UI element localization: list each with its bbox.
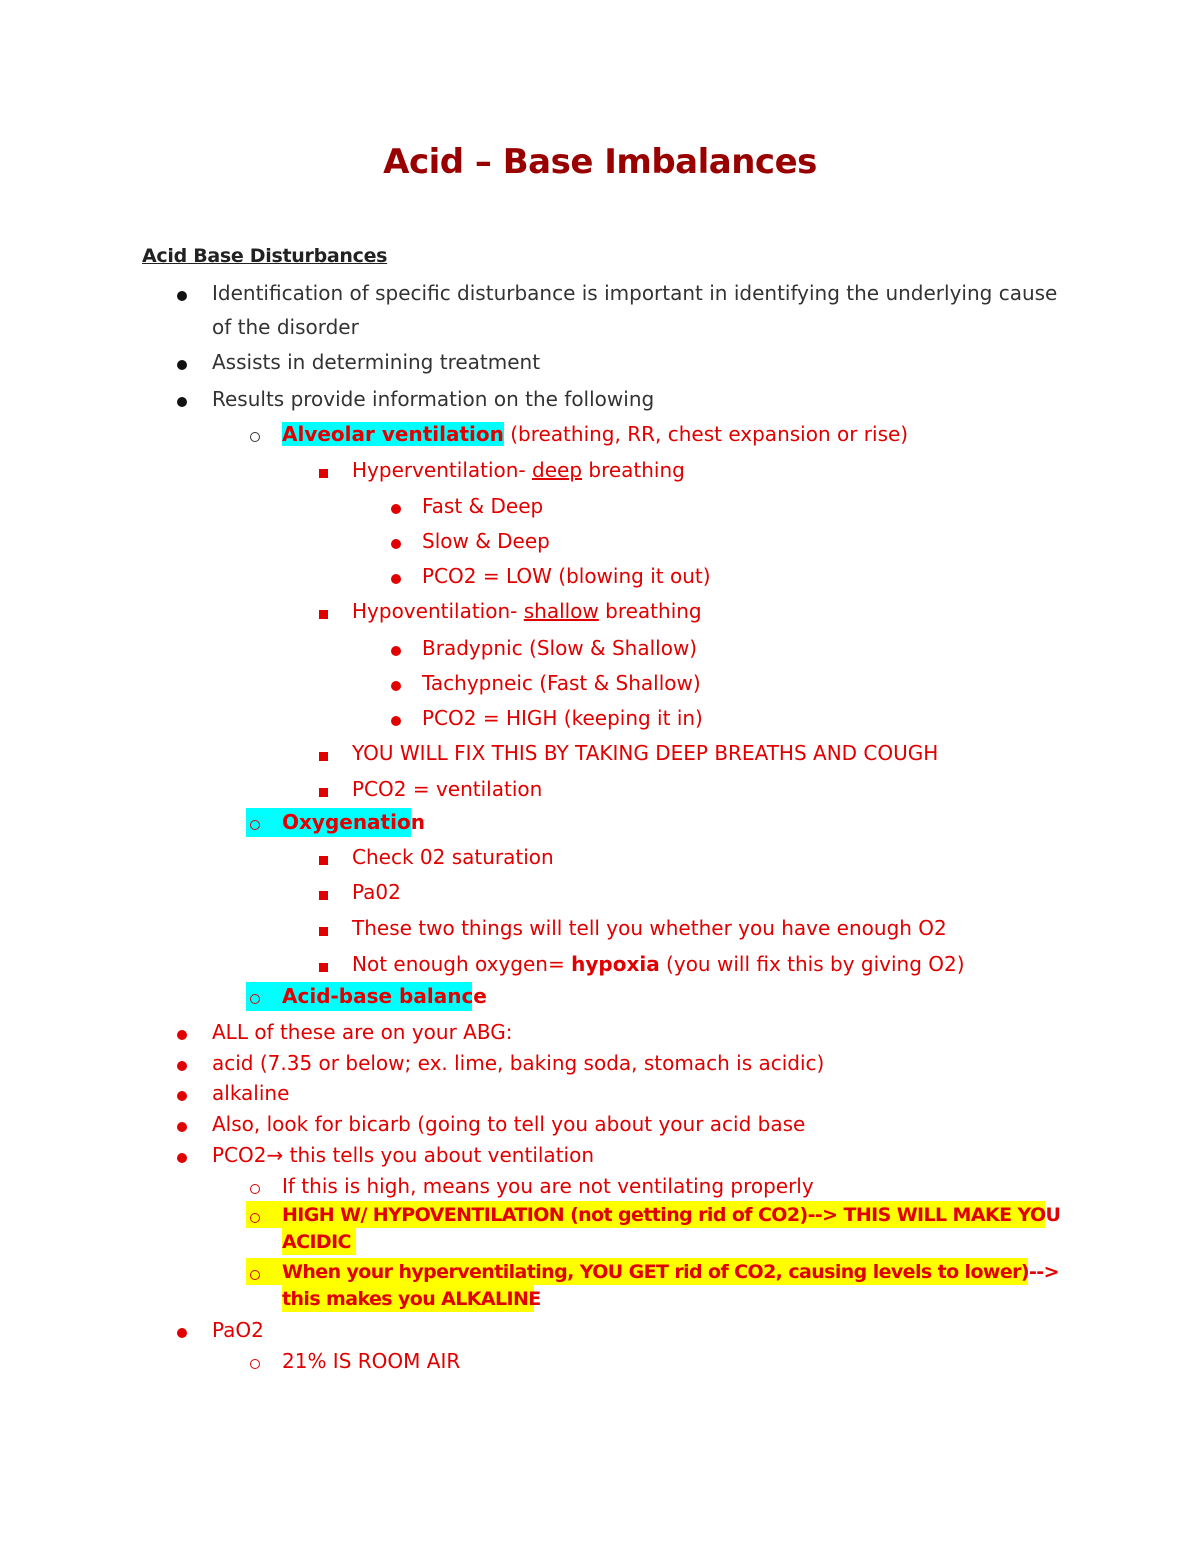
bullet-dot-icon xyxy=(177,1115,187,1132)
list-item: Tachypneic (Fast & Shallow) xyxy=(422,671,701,695)
list-item: PCO2 = LOW (blowing it out) xyxy=(422,564,711,588)
list-item-continuation: of the disorder xyxy=(212,315,359,339)
bullet-dot-icon xyxy=(177,1084,187,1101)
hypo-post: breathing xyxy=(598,599,702,623)
bullet-ring-icon xyxy=(250,425,260,442)
high-hypoventilation-line1: HIGH W/ HYPOVENTILATION (not getting rid of CO2)--> THIS WILL MAKE YOU xyxy=(282,1204,1061,1226)
bullet-dot-icon xyxy=(177,1146,187,1163)
alveolar-ventilation-desc: (breathing, RR, chest expansion or rise) xyxy=(503,422,909,446)
bullet-ring-icon xyxy=(250,813,260,830)
bullet-dot-icon xyxy=(391,709,401,726)
list-item: Slow & Deep xyxy=(422,529,550,553)
hyperventilating-line2: this makes you ALKALINE xyxy=(282,1288,541,1310)
bullet-dot-icon xyxy=(177,353,187,370)
hypo-underlined: shallow xyxy=(523,599,599,623)
alveolar-ventilation-label: Alveolar ventilation xyxy=(282,422,504,446)
alveolar-ventilation-item xyxy=(282,422,908,446)
list-item: ALL of these are on your ABG: xyxy=(212,1020,513,1044)
oxygenation-label: Oxygenation xyxy=(282,810,425,834)
list-item: YOU WILL FIX THIS BY TAKING DEEP BREATHS AND COUGH xyxy=(352,741,939,765)
page-title: Acid – Base Imbalances xyxy=(383,142,817,182)
list-item: These two things will tell you whether you have enough O2 xyxy=(352,916,947,940)
not-enough-oxygen-item xyxy=(352,952,965,976)
list-item: PaO2 xyxy=(212,1318,264,1342)
list-item: PCO2→ this tells you about ventilation xyxy=(212,1143,595,1167)
list-item: Bradypnic (Slow & Shallow) xyxy=(422,636,698,660)
hypo-pre: Hypoventilation- xyxy=(352,599,524,623)
hypoxia-term: hypoxia xyxy=(571,952,660,976)
bullet-square-icon xyxy=(319,919,328,936)
bullet-ring-icon xyxy=(250,1263,260,1280)
list-item: Identification of specific disturbance is important in identifying the underlying cause xyxy=(212,281,1058,305)
bullet-square-icon xyxy=(319,602,328,619)
list-item: Check 02 saturation xyxy=(352,845,554,869)
hyperventilating-line1: When your hyperventilating, YOU GET rid of CO2, causing levels to lower)--> xyxy=(282,1261,1059,1283)
list-item: Also, look for bicarb (going to tell you about your acid base xyxy=(212,1112,806,1136)
bullet-ring-icon xyxy=(250,1352,260,1369)
acid-base-balance-label: Acid-base balance xyxy=(282,984,487,1008)
bullet-dot-icon xyxy=(391,532,401,549)
list-item: Fast & Deep xyxy=(422,494,544,518)
list-item: PCO2 = HIGH (keeping it in) xyxy=(422,706,703,730)
list-item: If this is high, means you are not ventilating properly xyxy=(282,1174,814,1198)
bullet-square-icon xyxy=(319,461,328,478)
bullet-dot-icon xyxy=(177,284,187,301)
list-item: Assists in determining treatment xyxy=(212,350,541,374)
hyper-pre: Hyperventilation- xyxy=(352,458,533,482)
bullet-dot-icon xyxy=(177,1321,187,1338)
bullet-square-icon xyxy=(319,883,328,900)
list-item: 21% IS ROOM AIR xyxy=(282,1349,461,1373)
bullet-square-icon xyxy=(319,744,328,761)
list-item: PCO2 = ventilation xyxy=(352,777,543,801)
hypoventilation-item xyxy=(352,599,702,623)
list-item: Results provide information on the following xyxy=(212,387,655,411)
bullet-square-icon xyxy=(319,780,328,797)
bullet-ring-icon xyxy=(250,1177,260,1194)
high-hypoventilation-line2: ACIDIC xyxy=(282,1231,351,1253)
list-item: alkaline xyxy=(212,1081,290,1105)
hyper-underlined: deep xyxy=(532,458,583,482)
not-enough-pre: Not enough oxygen= xyxy=(352,952,572,976)
bullet-dot-icon xyxy=(391,497,401,514)
bullet-dot-icon xyxy=(177,1054,187,1071)
bullet-dot-icon xyxy=(391,639,401,656)
hyper-post: breathing xyxy=(582,458,685,482)
bullet-square-icon xyxy=(319,955,328,972)
list-item: acid (7.35 or below; ex. lime, baking soda, stomach is acidic) xyxy=(212,1051,825,1075)
bullet-ring-icon xyxy=(250,1206,260,1223)
bullet-square-icon xyxy=(319,848,328,865)
section-heading: Acid Base Disturbances xyxy=(142,245,388,267)
bullet-dot-icon xyxy=(391,674,401,691)
list-item: Pa02 xyxy=(352,880,401,904)
bullet-dot-icon xyxy=(177,1023,187,1040)
hyperventilation-item xyxy=(352,458,685,482)
bullet-dot-icon xyxy=(177,390,187,407)
bullet-dot-icon xyxy=(391,567,401,584)
not-enough-post: (you will fix this by giving O2) xyxy=(659,952,965,976)
bullet-ring-icon xyxy=(250,987,260,1004)
